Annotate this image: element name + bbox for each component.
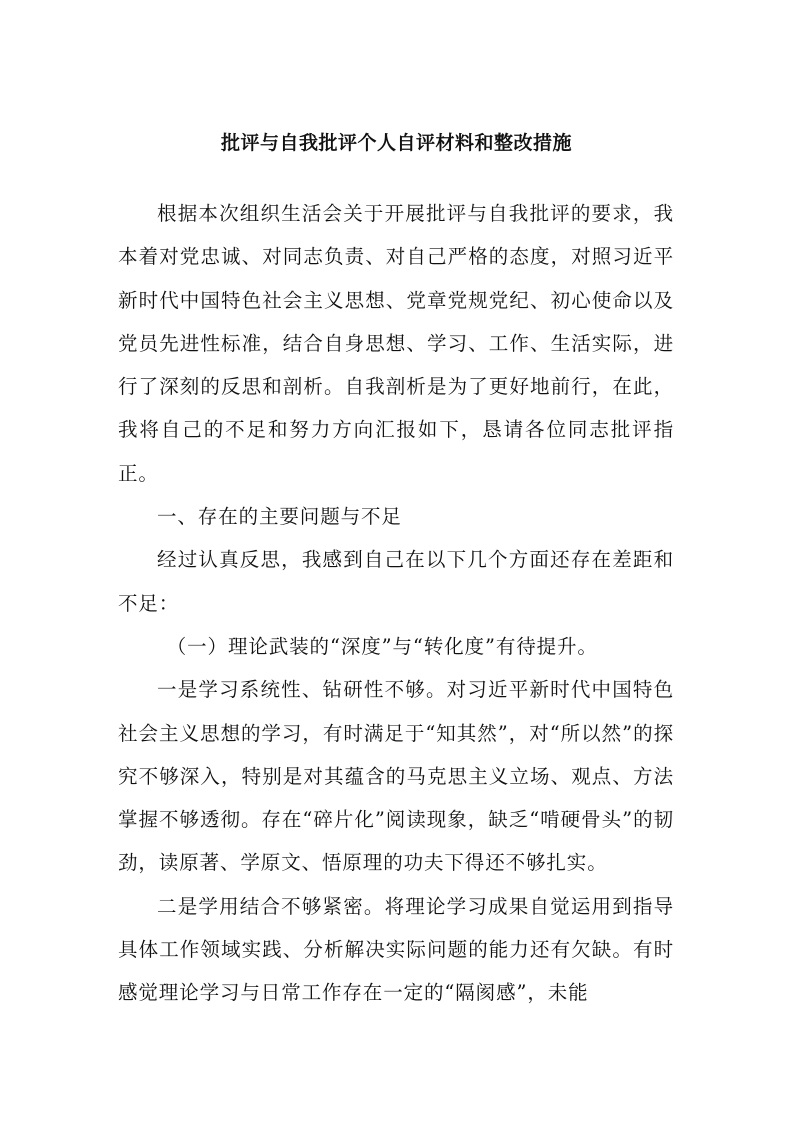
document-title: 批评与自我批评个人自评材料和整改措施	[220, 132, 572, 154]
subsection-heading-theory: （一）理论武装的“深度”与“转化度”有待提升。	[166, 634, 598, 658]
reflection-paragraph: 经过认真反思，我感到自己在以下几个方面还存在差距和不足：	[118, 548, 674, 615]
intro-paragraph: 根据本次组织生活会关于开展批评与自我批评的要求，我本着对党忠诚、对同志负责、对自己严格的态度，对照习近平新时代中国特色社会主义思想、党章党规党纪、初心使命以及党员先进性标准，结合自身思想、学习、工作、生活实际，进行了深刻的反思和剖析。自我剖析是为了更好地前行，在此，我将自己的不足和努力方向汇报如下，恳请各位同志批评指正。	[118, 202, 674, 485]
point-one-paragraph: 一是学习系统性、钻研性不够。对习近平新时代中国特色社会主义思想的学习，有时满足于“知其然”，对“所以然”的探究不够深入，特别是对其蕴含的马克思主义立场、观点、方法掌握不够透彻。存在“碎片化”阅读现象，缺乏“啃硬骨头”的韧劲，读原著、学原文、悟原理的功夫下得还不够扎实。	[118, 678, 674, 875]
document-body	[118, 192, 674, 1015]
section-heading-problems: 一、存在的主要问题与不足	[157, 505, 402, 529]
point-two-paragraph: 二是学用结合不够紧密。将理论学习成果自觉运用到指导具体工作领域实践、分析解决实际问题的能力还有欠缺。有时感觉理论学习与日常工作存在一定的“隔阂感”，未能	[118, 894, 674, 1005]
